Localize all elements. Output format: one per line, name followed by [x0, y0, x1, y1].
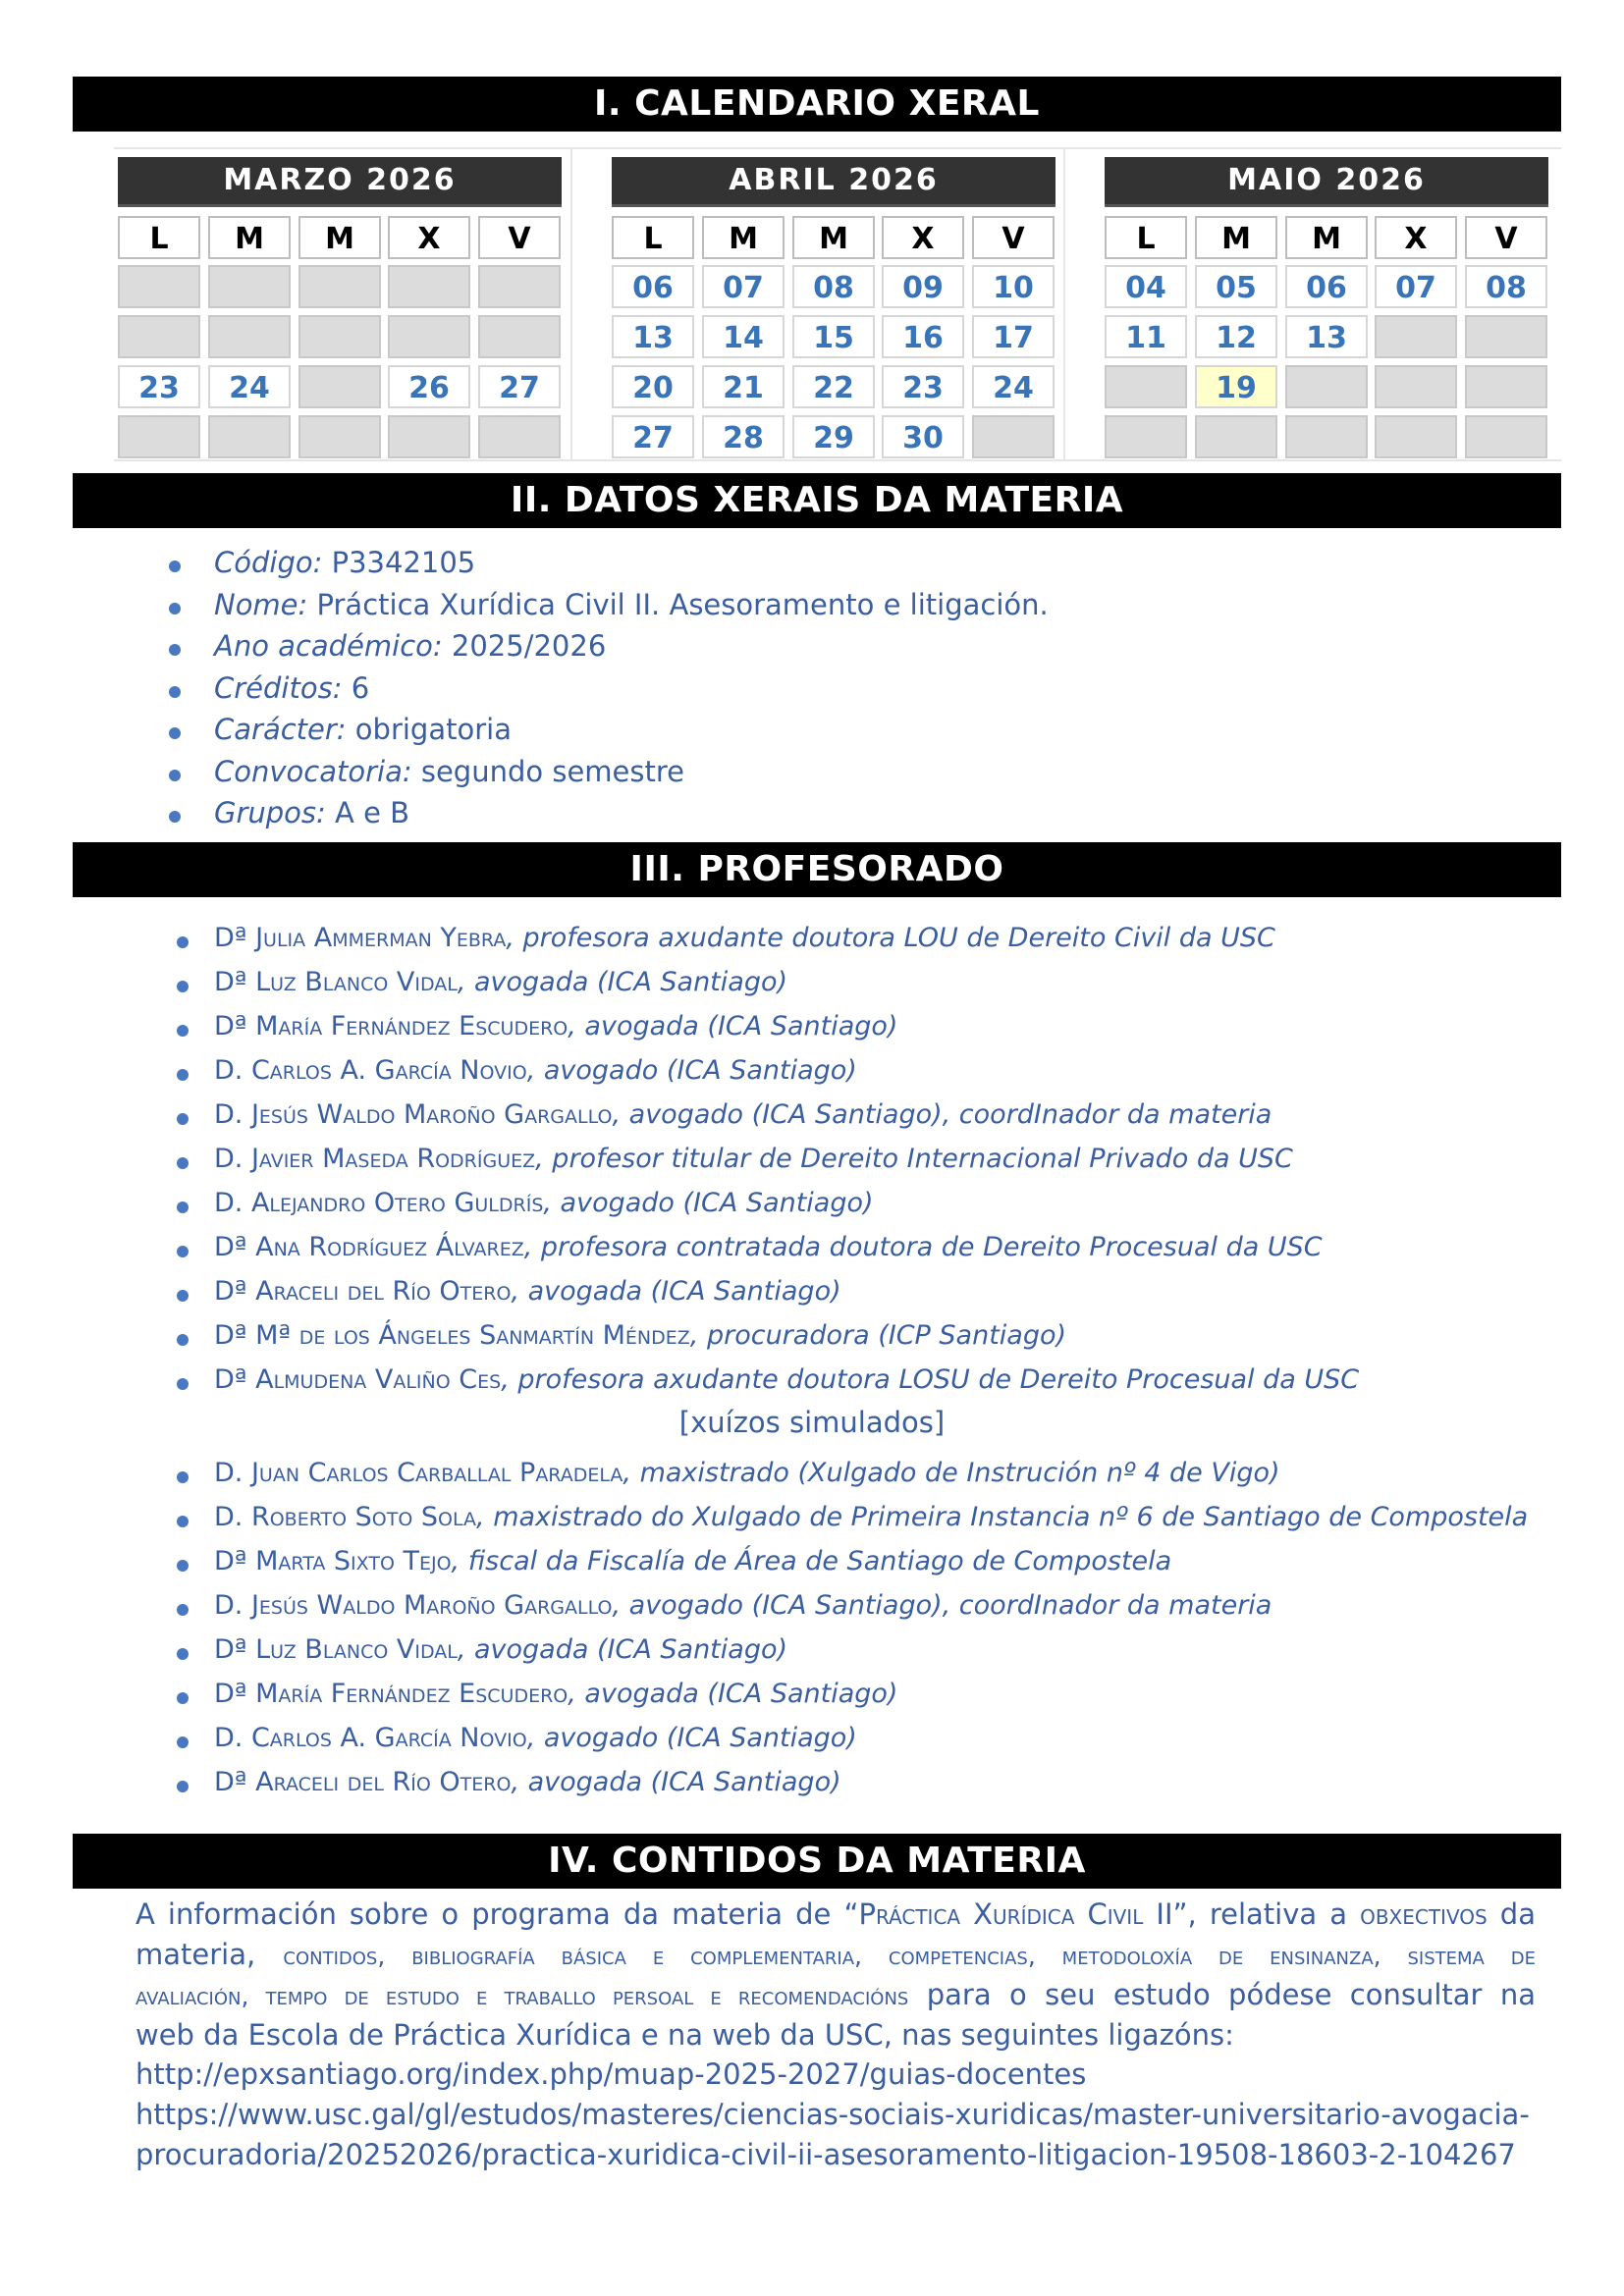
weekday-header: L: [118, 216, 200, 259]
datos-label: Convocatoria:: [214, 754, 412, 788]
calendar-empty-cell: [1105, 365, 1187, 408]
person-role: , avogada (ICA Santiago): [511, 1276, 841, 1307]
person-name: Dª Mª de los Ángeles Sanmartín Méndez: [214, 1320, 690, 1351]
person-item: [214, 1546, 1171, 1576]
person-item: [214, 1458, 1280, 1488]
calendar-day: 15: [792, 315, 875, 358]
calendar-empty-cell: [1465, 315, 1547, 358]
person-name: D. Jesús Waldo Maroño Gargallo: [214, 1099, 613, 1130]
person-role: , profesora axudante doutora LOSU de Dereito Procesual da USC: [501, 1364, 1360, 1395]
calendar-empty-cell: [118, 415, 200, 458]
person-item: [214, 1767, 841, 1797]
person-name: Dª Ana Rodríguez Álvarez: [214, 1232, 524, 1262]
weekday-header: X: [1375, 216, 1457, 259]
person-name: Dª María Fernández Escudero: [214, 1679, 568, 1709]
weekday-header: X: [388, 216, 470, 259]
calendar-empty-cell: [1465, 365, 1547, 408]
person-item: [214, 1099, 1272, 1130]
calendar-empty-cell: [1285, 415, 1368, 458]
contidos-line-3: avaliación, tempo de estudo e traballo persoal e recomendacións para o seu estudo pódese consultar na: [135, 1978, 1537, 2011]
bullet-icon: [177, 1781, 189, 1792]
link-usc-guia-line-1[interactable]: https://www.usc.gal/gl/estudos/masteres/ciencias-sociais-xuridicas/master-universitario-avogacia-: [135, 2098, 1530, 2131]
datos-label: Código:: [214, 546, 323, 579]
calendar-empty-cell: [208, 415, 291, 458]
person-role: , avogada (ICA Santiago): [511, 1767, 841, 1797]
calendar-empty-cell: [388, 315, 470, 358]
person-name: Dª Marta Sixto Tejo: [214, 1546, 452, 1576]
calendar-day: 28: [702, 415, 785, 458]
calendar-empty-cell: [388, 265, 470, 308]
calendar-empty-cell: [478, 265, 561, 308]
section-title-contidos: IV. CONTIDOS DA MATERIA: [73, 1834, 1561, 1889]
bullet-icon: [169, 811, 181, 823]
bullet-icon: [169, 644, 181, 656]
person-name: Dª Julia Ammerman Yebra: [214, 923, 507, 953]
calendar-day: 05: [1195, 265, 1277, 308]
calendar-day: 07: [1375, 265, 1457, 308]
calendar-day: 12: [1195, 315, 1277, 358]
xuizos-heading: [xuízos simulados]: [678, 1406, 946, 1439]
bullet-icon: [177, 1692, 189, 1704]
bullet-icon: [177, 1648, 189, 1660]
person-name: D. Carlos A. García Novio: [214, 1723, 527, 1753]
calendar-day: 04: [1105, 265, 1187, 308]
bullet-icon: [177, 1334, 189, 1346]
month-1: [114, 157, 566, 455]
person-name: Dª Luz Blanco Vidal: [214, 967, 458, 997]
section-title-datos: II. DATOS XERAIS DA MATERIA: [73, 473, 1561, 528]
calendar-empty-cell: [1375, 315, 1457, 358]
datos-value: A e B: [325, 796, 410, 829]
person-name: D. Roberto Soto Sola: [214, 1502, 477, 1532]
calendar-empty-cell: [298, 365, 381, 408]
weekday-header: M: [1285, 216, 1368, 259]
calendar-empty-cell: [388, 415, 470, 458]
person-name: D. Javier Maseda Rodríguez: [214, 1144, 536, 1174]
calendar: [114, 147, 1561, 461]
bullet-icon: [177, 1736, 189, 1748]
person-role: , profesor titular de Dereito Internacional Privado da USC: [535, 1144, 1293, 1174]
person-role: , profesora contratada doutora de Dereito Procesual da USC: [523, 1232, 1323, 1262]
weekday-header: V: [1465, 216, 1547, 259]
datos-item: [214, 755, 684, 788]
contidos-line-4: web da Escola de Práctica Xurídica e na web da USC, nas seguintes ligazóns:: [135, 2018, 1234, 2052]
calendar-day: 24: [208, 365, 291, 408]
calendar-day: 19: [1195, 365, 1277, 408]
month-3: [1101, 157, 1552, 455]
person-name: D. Jesús Waldo Maroño Gargallo: [214, 1590, 613, 1621]
weekday-header: V: [972, 216, 1055, 259]
person-role: , maxistrado (Xulgado de Instrución nº 4 de Vigo): [623, 1458, 1280, 1488]
month-title: ABRIL 2026: [612, 157, 1056, 207]
calendar-empty-cell: [1105, 415, 1187, 458]
calendar-empty-cell: [478, 415, 561, 458]
bullet-icon: [169, 603, 181, 614]
weekday-header: M: [298, 216, 381, 259]
person-role: , avogada (ICA Santiago): [568, 1679, 898, 1709]
calendar-day: 13: [1285, 315, 1368, 358]
calendar-day: 11: [1105, 315, 1187, 358]
section-title-calendario: I. CALENDARIO XERAL: [73, 77, 1561, 132]
calendar-empty-cell: [972, 415, 1055, 458]
weekday-header: M: [702, 216, 785, 259]
person-name: Dª Araceli del Río Otero: [214, 1276, 512, 1307]
bullet-icon: [177, 936, 189, 948]
person-role: , profesora axudante doutora LOU de Dereito Civil da USC: [506, 923, 1275, 953]
datos-value: P3342105: [322, 546, 476, 579]
month-title: MAIO 2026: [1105, 157, 1548, 207]
weekday-header: M: [208, 216, 291, 259]
datos-label: Créditos:: [214, 670, 343, 705]
calendar-empty-cell: [298, 415, 381, 458]
calendar-day: 27: [612, 415, 694, 458]
bullet-icon: [169, 561, 181, 572]
month-2: [608, 157, 1059, 455]
calendar-day: 29: [792, 415, 875, 458]
datos-item: [214, 546, 475, 579]
bullet-icon: [177, 1378, 189, 1390]
datos-item: [214, 796, 409, 829]
person-role: , avogado (ICA Santiago), coordInador da materia: [612, 1590, 1272, 1621]
calendar-day: 06: [612, 265, 694, 308]
calendar-empty-cell: [1195, 415, 1277, 458]
bullet-icon: [177, 1069, 189, 1081]
bullet-icon: [177, 1604, 189, 1616]
person-role: , avogada (ICA Santiago): [457, 1634, 788, 1665]
person-role: , avogada (ICA Santiago): [457, 967, 788, 997]
weekday-header: X: [882, 216, 964, 259]
person-item: [214, 1232, 1323, 1262]
person-item: [214, 923, 1275, 953]
bullet-icon: [169, 727, 181, 739]
person-name: Dª Luz Blanco Vidal: [214, 1634, 458, 1665]
calendar-empty-cell: [1375, 365, 1457, 408]
calendar-day: 23: [118, 365, 200, 408]
person-role: , avogado (ICA Santiago), coordInador da materia: [612, 1099, 1272, 1130]
datos-item: [214, 671, 369, 705]
person-item: [214, 1502, 1528, 1532]
calendar-empty-cell: [1285, 365, 1368, 408]
datos-label: Grupos:: [214, 796, 326, 829]
person-role: , avogado (ICA Santiago): [543, 1188, 874, 1218]
person-name: D. Carlos A. García Novio: [214, 1055, 527, 1086]
person-item: [214, 1364, 1359, 1395]
person-role: , avogada (ICA Santiago): [568, 1011, 898, 1041]
calendar-day: 21: [702, 365, 785, 408]
person-role: , avogado (ICA Santiago): [526, 1723, 857, 1753]
section-title-profesorado: III. PROFESORADO: [73, 842, 1561, 897]
person-item: [214, 1590, 1272, 1621]
person-role: , maxistrado do Xulgado de Primeira Instancia nº 6 de Santiago de Compostela: [476, 1502, 1529, 1532]
bullet-icon: [169, 770, 181, 781]
calendar-empty-cell: [118, 315, 200, 358]
person-name: Dª Araceli del Río Otero: [214, 1767, 512, 1797]
calendar-empty-cell: [208, 315, 291, 358]
calendar-day: 14: [702, 315, 785, 358]
person-item: [214, 1276, 841, 1307]
calendar-day: 08: [792, 265, 875, 308]
person-role: , avogado (ICA Santiago): [526, 1055, 857, 1086]
weekday-header: L: [612, 216, 694, 259]
calendar-day: 16: [882, 315, 964, 358]
datos-label: Ano académico:: [214, 629, 443, 663]
weekday-header: L: [1105, 216, 1187, 259]
person-item: [214, 967, 787, 997]
calendar-day: 08: [1465, 265, 1547, 308]
datos-item: [214, 588, 1049, 621]
month-separator: [1063, 149, 1065, 459]
datos-value: Práctica Xurídica Civil II. Asesoramento e litigación.: [307, 587, 1049, 621]
calendar-empty-cell: [1465, 415, 1547, 458]
person-item: [214, 1188, 874, 1218]
bullet-icon: [177, 1471, 189, 1483]
person-item: [214, 1055, 857, 1086]
person-item: [214, 1320, 1066, 1351]
weekday-header: M: [792, 216, 875, 259]
person-name: D. Alejandro Otero Guldrís: [214, 1188, 544, 1218]
person-role: , procuradora (ICP Santiago): [689, 1320, 1067, 1351]
bullet-icon: [177, 1246, 189, 1257]
calendar-empty-cell: [298, 315, 381, 358]
datos-value: 6: [342, 670, 370, 705]
calendar-day: 22: [792, 365, 875, 408]
person-name: D. Juan Carlos Carballal Paradela: [214, 1458, 623, 1488]
calendar-empty-cell: [208, 265, 291, 308]
calendar-empty-cell: [118, 265, 200, 308]
datos-label: Carácter:: [214, 713, 347, 746]
bullet-icon: [177, 1157, 189, 1169]
person-role: , fiscal da Fiscalía de Área de Santiago de Compostela: [451, 1546, 1172, 1576]
weekday-header: M: [1195, 216, 1277, 259]
bullet-icon: [177, 1025, 189, 1037]
person-item: [214, 1723, 857, 1753]
calendar-day: 24: [972, 365, 1055, 408]
link-epx-guias[interactable]: http://epxsantiago.org/index.php/muap-2025-2027/guias-docentes: [135, 2057, 1087, 2091]
bullet-icon: [177, 981, 189, 992]
person-name: Dª Almudena Valiño Ces: [214, 1364, 502, 1395]
datos-value: segundo semestre: [411, 754, 684, 788]
calendar-empty-cell: [478, 315, 561, 358]
person-item: [214, 1679, 897, 1709]
bullet-icon: [177, 1290, 189, 1302]
weekday-header: V: [478, 216, 561, 259]
month-title: MARZO 2026: [118, 157, 562, 207]
bullet-icon: [177, 1516, 189, 1527]
datos-value: obrigatoria: [346, 713, 512, 746]
bullet-icon: [177, 1201, 189, 1213]
calendar-empty-cell: [298, 265, 381, 308]
bullet-icon: [177, 1113, 189, 1125]
datos-item: [214, 629, 606, 663]
calendar-day: 09: [882, 265, 964, 308]
contidos-line-2: materia, contidos, bibliografía básica e complementaria, competencias, metodoloxía de ensinanza, sistema de: [135, 1938, 1537, 1971]
calendar-day: 10: [972, 265, 1055, 308]
person-name: Dª María Fernández Escudero: [214, 1011, 568, 1041]
calendar-day: 17: [972, 315, 1055, 358]
calendar-empty-cell: [1375, 415, 1457, 458]
bullet-icon: [177, 1560, 189, 1572]
calendar-day: 13: [612, 315, 694, 358]
datos-label: Nome:: [214, 587, 308, 621]
calendar-day: 20: [612, 365, 694, 408]
calendar-day: 26: [388, 365, 470, 408]
bullet-icon: [169, 686, 181, 698]
month-separator: [570, 149, 572, 459]
person-item: [214, 1634, 787, 1665]
calendar-day: 23: [882, 365, 964, 408]
calendar-day: 27: [478, 365, 561, 408]
datos-value: 2025/2026: [442, 629, 607, 663]
datos-item: [214, 713, 512, 746]
calendar-day: 06: [1285, 265, 1368, 308]
calendar-day: 07: [702, 265, 785, 308]
contidos-line-1: A información sobre o programa da materia de “Práctica Xurídica Civil II”, relativa a obxectivos da: [135, 1897, 1536, 1931]
link-usc-guia-line-2[interactable]: procuradoria/20252026/practica-xuridica-civil-ii-asesoramento-litigacion-19508-18603-2-104267: [135, 2138, 1516, 2171]
calendar-day: 30: [882, 415, 964, 458]
person-item: [214, 1144, 1293, 1174]
person-item: [214, 1011, 897, 1041]
